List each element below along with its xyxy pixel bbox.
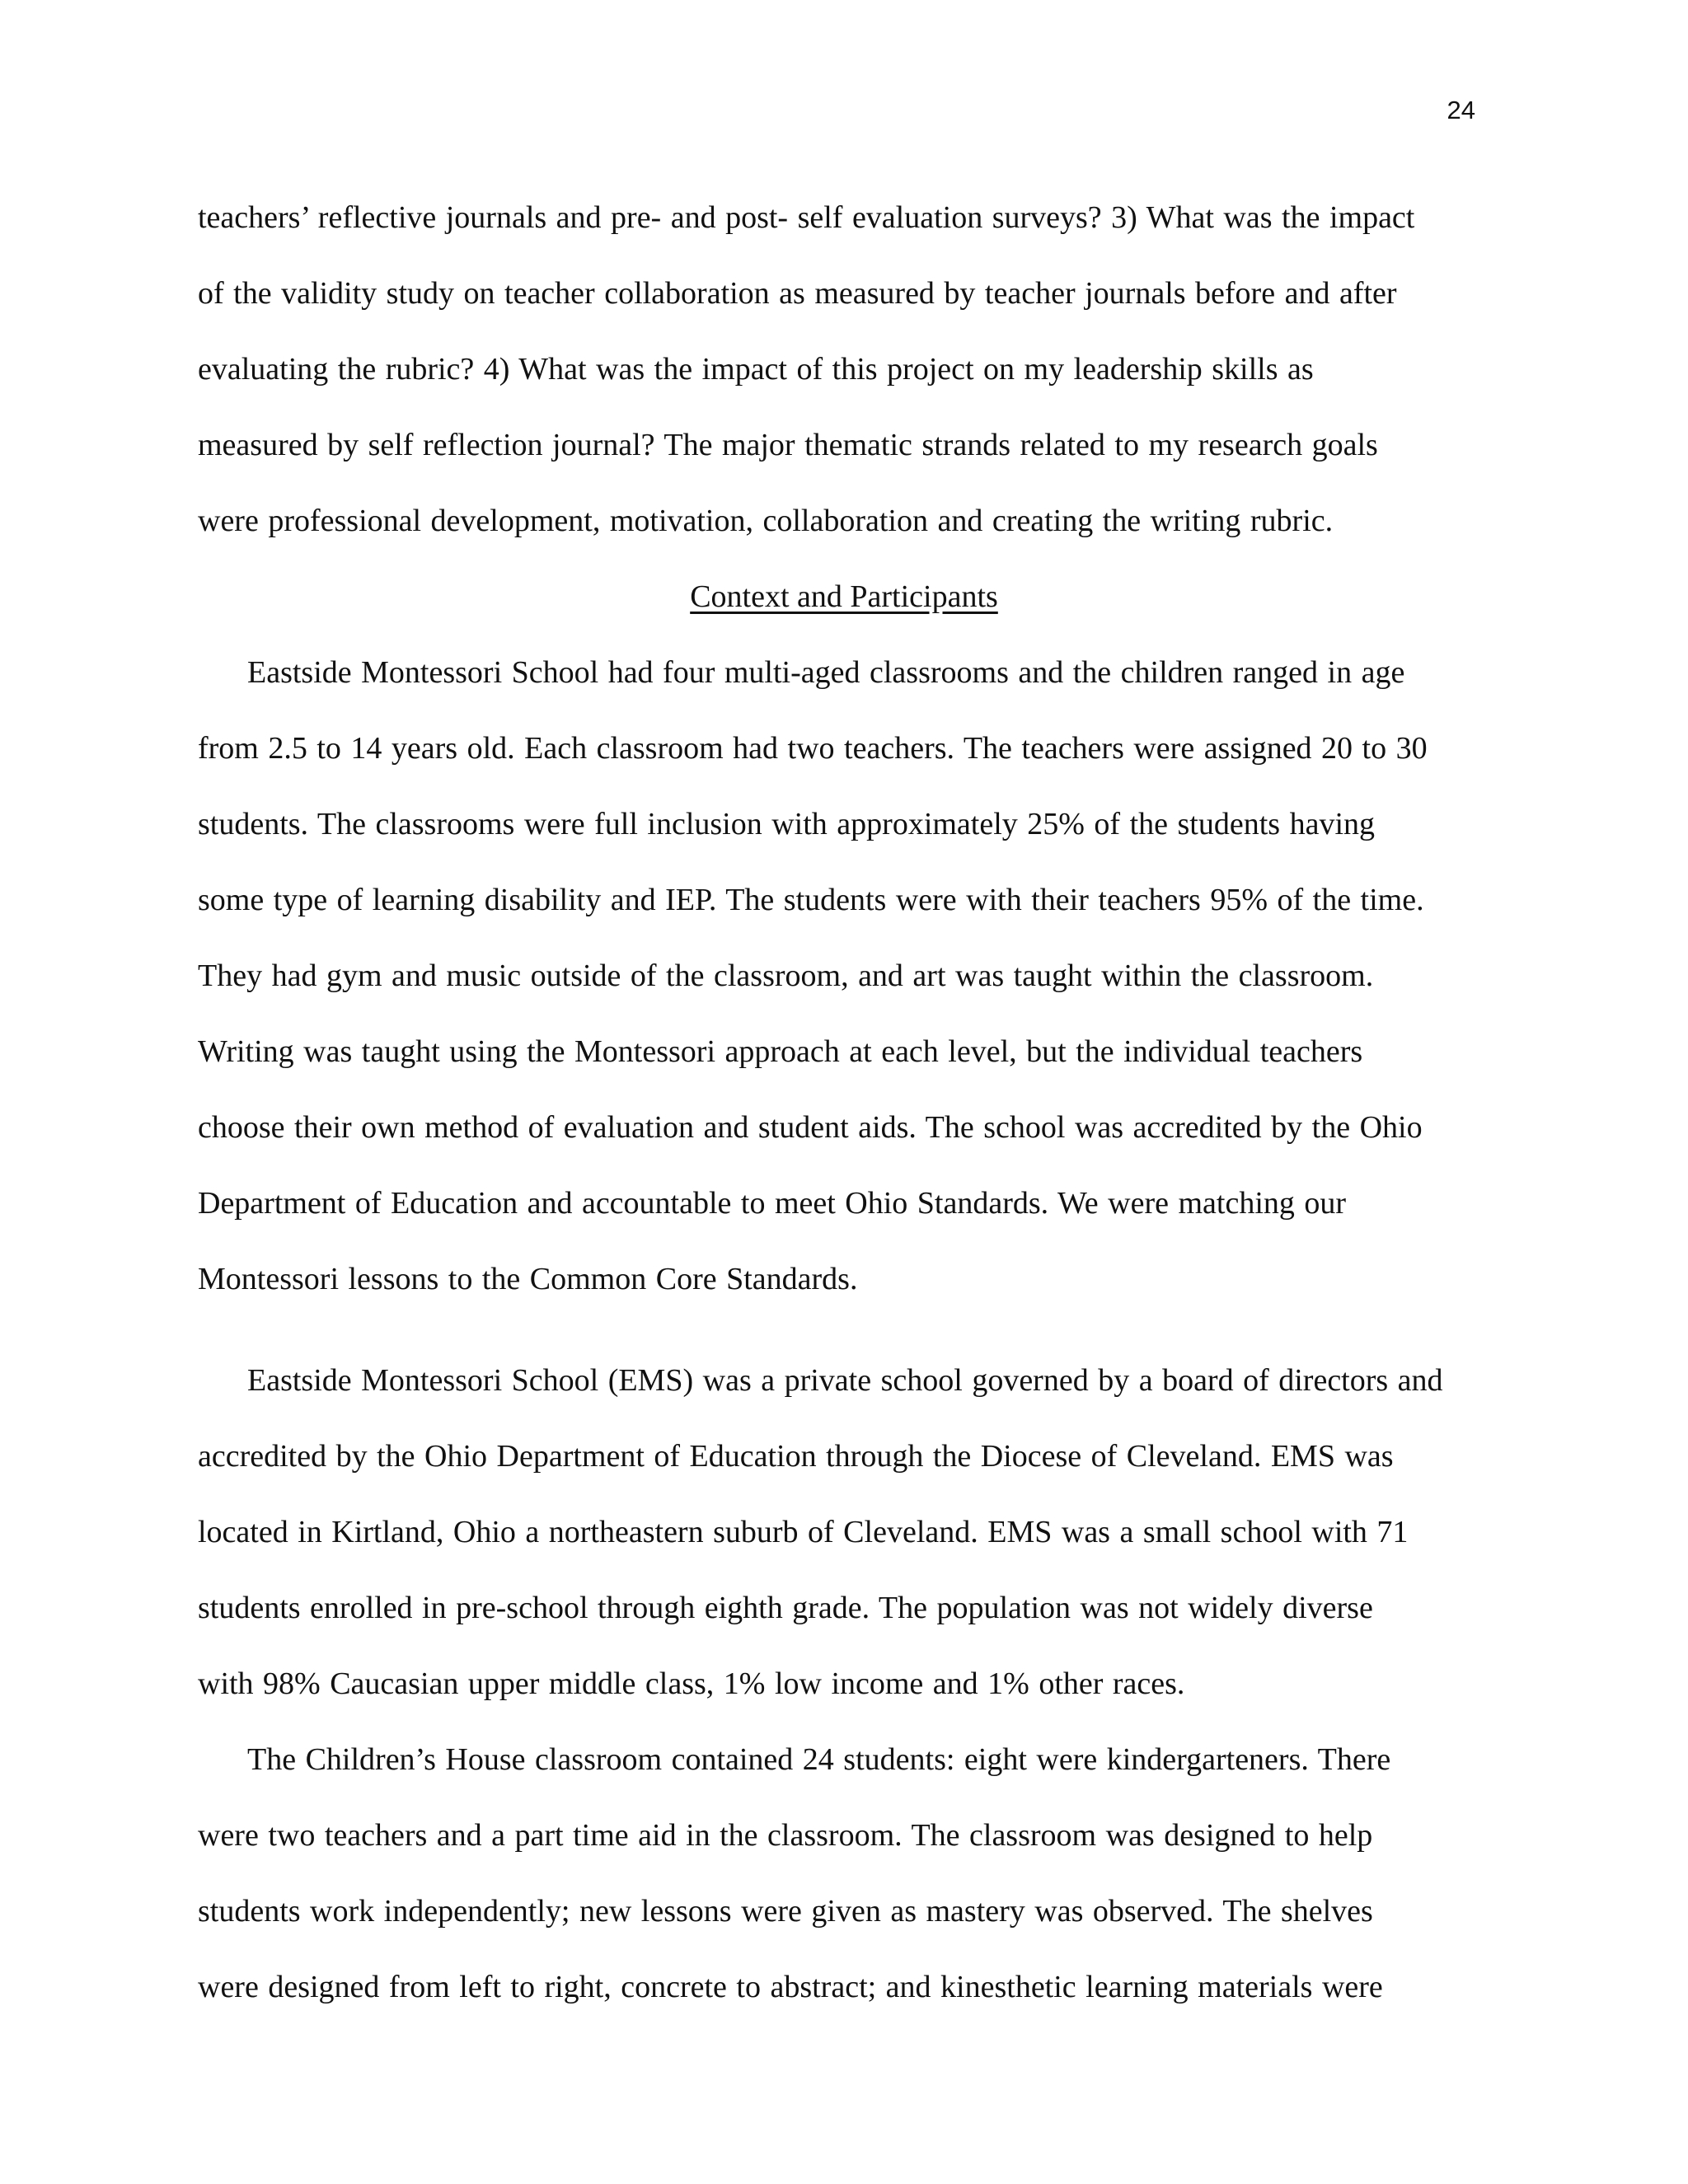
- intro-line: evaluating the rubric? 4) What was the impact of this project on my leadership skills as: [198, 352, 1314, 387]
- paragraph-line: students work independently; new lessons were given as mastery was observed. The shelves: [198, 1894, 1373, 1929]
- paragraph-line: Department of Education and accountable to meet Ohio Standards. We were matching our: [198, 1186, 1347, 1221]
- paragraph-line: Eastside Montessori School (EMS) was a private school governed by a board of directors and: [247, 1363, 1443, 1398]
- paragraph-line: from 2.5 to 14 years old. Each classroom had two teachers. The teachers were assigned 20 to 30: [198, 731, 1428, 766]
- intro-line: of the validity study on teacher collaboration as measured by teacher journals before and after: [198, 276, 1397, 311]
- paragraph-line: students. The classrooms were full inclusion with approximately 25% of the students having: [198, 807, 1375, 841]
- paragraph-line: students enrolled in pre-school through eighth grade. The population was not widely diverse: [198, 1591, 1373, 1625]
- intro-line: were professional development, motivation, collaboration and creating the writing rubric.: [198, 504, 1334, 538]
- paragraph-line: Eastside Montessori School had four multi-aged classrooms and the children ranged in age: [247, 655, 1405, 690]
- paragraph-line: choose their own method of evaluation and student aids. The school was accredited by the Ohio: [198, 1110, 1423, 1145]
- paragraph-line: Writing was taught using the Montessori approach at each level, but the individual teachers: [198, 1034, 1363, 1069]
- paragraph-line: were two teachers and a part time aid in the classroom. The classroom was designed to help: [198, 1818, 1373, 1853]
- intro-line: measured by self reflection journal? The major thematic strands related to my research goals: [198, 428, 1378, 462]
- intro-line: teachers’ reflective journals and pre- and post- self evaluation surveys? 3) What was the impact: [198, 200, 1415, 235]
- paragraph-line: with 98% Caucasian upper middle class, 1% low income and 1% other races.: [198, 1666, 1185, 1701]
- paragraph-line: located in Kirtland, Ohio a northeastern suburb of Cleveland. EMS was a small school with 71: [198, 1515, 1409, 1549]
- section-heading: Context and Participants: [690, 579, 998, 614]
- paragraph-line: accredited by the Ohio Department of Education through the Diocese of Cleveland. EMS was: [198, 1439, 1394, 1474]
- paragraph-line: Montessori lessons to the Common Core Standards.: [198, 1262, 858, 1296]
- page-number: 24: [1447, 96, 1475, 124]
- paragraph-line: The Children’s House classroom contained 24 students: eight were kindergarteners. There: [247, 1742, 1391, 1777]
- paragraph-line: were designed from left to right, concrete to abstract; and kinesthetic learning materials were: [198, 1970, 1383, 2004]
- paragraph-line: some type of learning disability and IEP. The students were with their teachers 95% of the time.: [198, 883, 1424, 917]
- paragraph-line: They had gym and music outside of the classroom, and art was taught within the classroom.: [198, 958, 1374, 993]
